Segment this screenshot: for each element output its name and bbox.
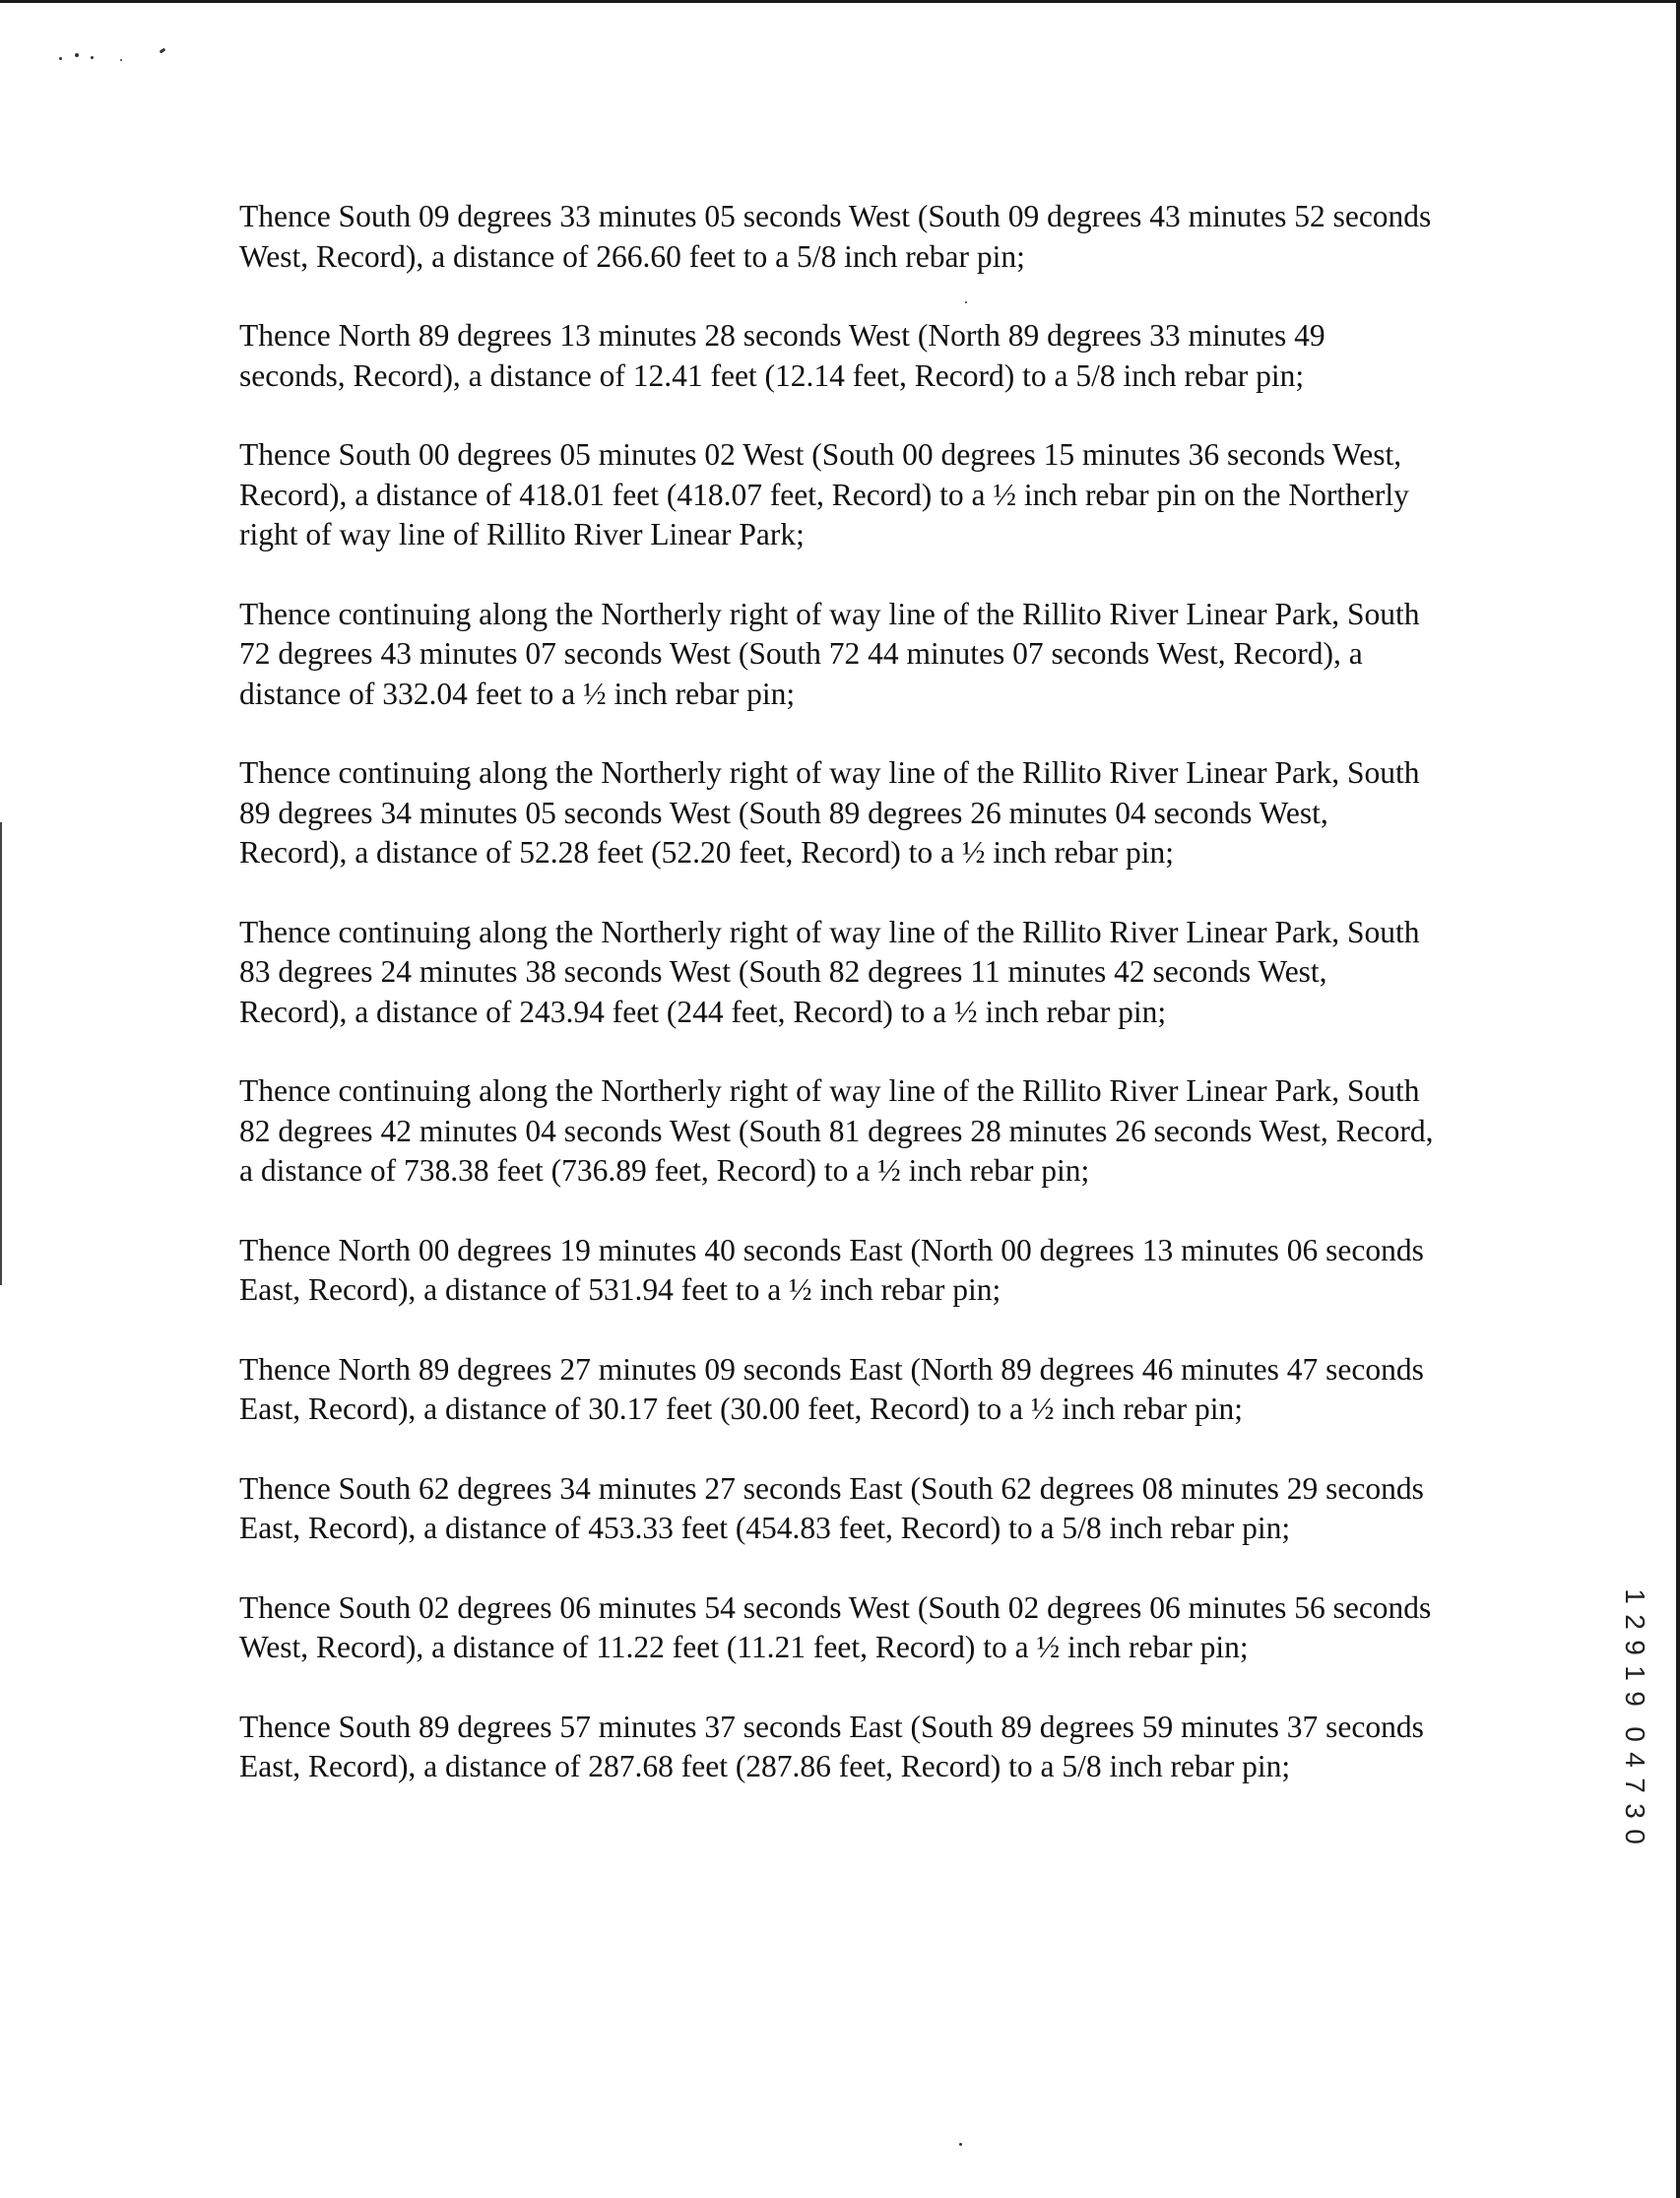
stamp-digit: 0 xyxy=(1619,1726,1650,1742)
scan-speck xyxy=(959,2143,962,2146)
stamp-digit: 1 xyxy=(1619,1588,1650,1604)
course-paragraph: Thence continuing along the Northerly right of way line of the Rillito River Linear Park, South 72 degrees 43 minutes 07 seconds West (South 72 44 minutes 07 seconds West, Record), a distance of 332.04 feet to a ½ inch rebar pin; xyxy=(239,596,1420,711)
course-paragraph: Thence South 89 degrees 57 minutes 37 seconds East (South 89 degrees 59 minutes 37 seconds East, Record), a distance of 287.68 feet (287.86 feet, Record) to a 5/8 inch rebar pin; xyxy=(239,1709,1424,1783)
legal-description-body xyxy=(239,197,1439,1787)
stamp-page-number xyxy=(1619,1721,1650,1849)
stamp-digit: 0 xyxy=(1619,1829,1650,1844)
course-paragraph: Thence South 02 degrees 06 minutes 54 seconds West (South 02 degrees 06 minutes 56 seconds West, Record), a distance of 11.22 feet (11.21 feet, Record) to a ½ inch rebar pin; xyxy=(239,1589,1432,1664)
scan-speck xyxy=(75,53,79,57)
course-paragraph: Thence North 89 degrees 13 minutes 28 seconds West (North 89 degrees 33 minutes 49 seconds, Record), a distance of 12.41 feet (12.14 feet, Record) to a 5/8 inch rebar pin; xyxy=(239,318,1325,393)
scan-top-border xyxy=(0,0,1680,3)
stamp-digit: 1 xyxy=(1619,1665,1650,1681)
scan-speck xyxy=(91,56,94,59)
scan-speck xyxy=(160,48,166,54)
scan-left-edge-mark xyxy=(0,822,2,1285)
stamp-digit: 9 xyxy=(1619,1691,1650,1707)
scan-speck xyxy=(59,57,62,60)
stamp-digit: 2 xyxy=(1619,1614,1650,1630)
course-paragraph: Thence South 09 degrees 33 minutes 05 seconds West (South 09 degrees 43 minutes 52 seconds West, Record), a distance of 266.60 feet to a 5/8 inch rebar pin; xyxy=(239,199,1432,274)
stamp-digit: 7 xyxy=(1619,1778,1650,1793)
course-paragraph: Thence continuing along the Northerly right of way line of the Rillito River Linear Park, South 89 degrees 34 minutes 05 seconds West (South 89 degrees 26 minutes 04 seconds West, Record), a distance of 52.28 feet (52.20 feet, Record) to a ½ inch rebar pin; xyxy=(239,755,1420,870)
stamp-digit: 4 xyxy=(1619,1752,1650,1768)
scan-speck xyxy=(120,59,122,61)
stamp-digit: 3 xyxy=(1619,1803,1650,1819)
course-paragraph: Thence North 89 degrees 27 minutes 09 seconds East (North 89 degrees 46 minutes 47 seconds East, Record), a distance of 30.17 feet (30.00 feet, Record) to a ½ inch rebar pin; xyxy=(239,1351,1424,1426)
course-paragraph: Thence South 00 degrees 05 minutes 02 West (South 00 degrees 15 minutes 36 seconds West, Record), a distance of 418.01 feet (418.07 feet, Record) to a ½ inch rebar pin on the Northerly right of way line of Rillito River Linear Park; xyxy=(239,437,1409,551)
course-paragraph: Thence continuing along the Northerly right of way line of the Rillito River Linear Park, South 83 degrees 24 minutes 38 seconds West (South 82 degrees 11 minutes 42 seconds West, Record), a distance of 243.94 feet (244 feet, Record) to a ½ inch rebar pin; xyxy=(239,914,1420,1029)
course-paragraph: Thence South 62 degrees 34 minutes 27 seconds East (South 62 degrees 08 minutes 29 seconds East, Record), a distance of 453.33 feet (454.83 feet, Record) to a 5/8 inch rebar pin; xyxy=(239,1470,1424,1545)
recording-stamp xyxy=(1615,1584,1654,1849)
scan-right-border xyxy=(1676,0,1680,2198)
stamp-docket-number xyxy=(1619,1584,1650,1712)
stamp-digit: 9 xyxy=(1619,1640,1650,1655)
course-paragraph: Thence continuing along the Northerly right of way line of the Rillito River Linear Park, South 82 degrees 42 minutes 04 seconds West (South 81 degrees 28 minutes 26 seconds West, Record, a distance of 738.38 feet (736.89 feet, Record) to a ½ inch rebar pin; xyxy=(239,1073,1434,1188)
course-paragraph: Thence North 00 degrees 19 minutes 40 seconds East (North 00 degrees 13 minutes 06 seconds East, Record), a distance of 531.94 feet to a ½ inch rebar pin; xyxy=(239,1232,1424,1307)
